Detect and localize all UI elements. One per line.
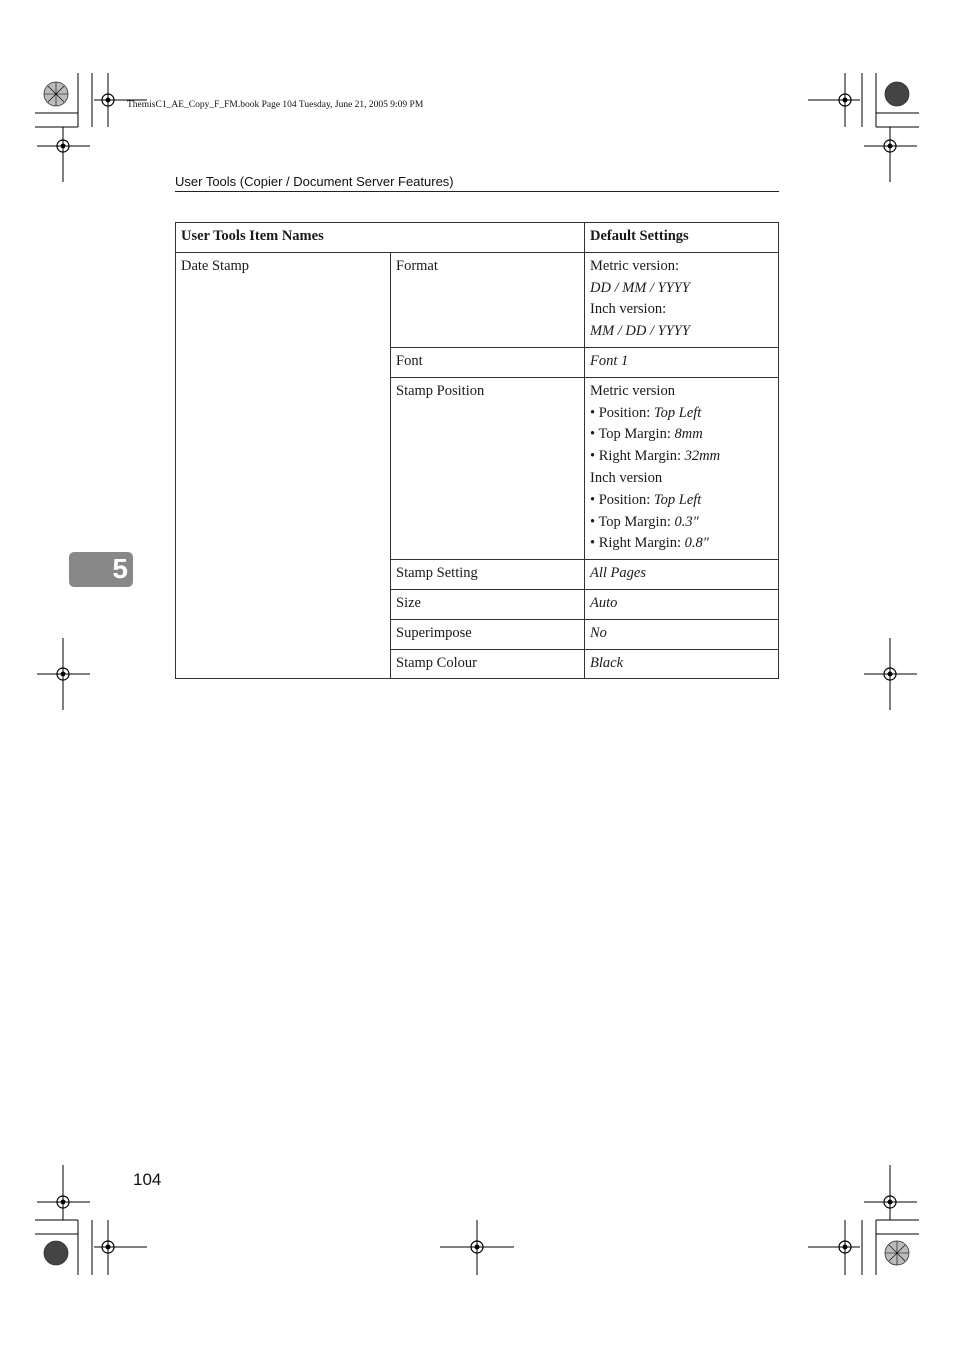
default-label: Inch version: [590,301,667,318]
default-cell [585,347,779,377]
default-value: 0.8" [684,535,709,552]
default-label: • Top Margin: [590,513,675,530]
default-value: Top Left [653,491,702,508]
default-line [590,653,773,675]
default-line [590,351,773,373]
default-cell [585,560,779,590]
item-cell: Superimpose [391,619,585,649]
print-info: ThemisC1_AE_Copy_F_FM.book Page 104 Tuesday, June 21, 2005 9:09 PM [127,100,424,110]
default-cell [585,649,779,679]
item-cell: Stamp Position [391,377,585,559]
default-line [590,321,773,343]
chapter-number: 5 [112,553,128,584]
default-value: Font 1 [590,352,629,369]
default-line [590,490,773,512]
default-line [590,533,773,555]
default-line [590,424,773,446]
default-label: Metric version: [590,257,679,274]
item-cell: Stamp Colour [391,649,585,679]
default-label: • Position: [590,491,654,508]
default-line [590,256,773,278]
default-label: • Top Margin: [590,426,675,443]
table-body [176,252,779,679]
default-cell [585,252,779,347]
default-line [590,512,773,534]
item-cell: Format [391,252,585,347]
group-cell: Date Stamp [176,252,391,679]
default-line [590,299,773,321]
default-value: 8mm [674,426,703,443]
default-value: Top Left [653,404,702,421]
running-header: User Tools (Copier / Document Server Features) [175,174,779,192]
default-cell [585,377,779,559]
default-value: 32mm [684,448,721,465]
default-line [590,593,773,615]
table-header-row [176,223,779,253]
default-line [590,468,773,490]
default-label: • Right Margin: [590,535,685,552]
item-cell: Font [391,347,585,377]
default-line [590,381,773,403]
default-line [590,563,773,585]
default-value: 0.3" [674,513,699,530]
header-item-names: User Tools Item Names [176,223,585,253]
item-cell: Stamp Setting [391,560,585,590]
default-line [590,446,773,468]
default-value: Auto [590,594,618,611]
default-label: Metric version [590,382,675,399]
default-cell [585,619,779,649]
default-value: No [590,624,607,641]
default-value: DD / MM / YYYY [590,279,690,296]
default-line [590,403,773,425]
default-label: Inch version [590,469,663,486]
page-number: 104 [133,1170,162,1189]
item-cell: Size [391,589,585,619]
default-label: • Right Margin: [590,448,685,465]
default-label: • Position: [590,404,654,421]
default-cell [585,589,779,619]
header-default-settings: Default Settings [585,223,779,253]
default-value: Black [590,654,624,671]
table-row [176,252,779,347]
user-tools-table [175,222,779,679]
default-value: All Pages [590,565,646,582]
default-line [590,278,773,300]
default-line [590,623,773,645]
chapter-tab [69,552,133,587]
default-value: MM / DD / YYYY [590,323,690,340]
